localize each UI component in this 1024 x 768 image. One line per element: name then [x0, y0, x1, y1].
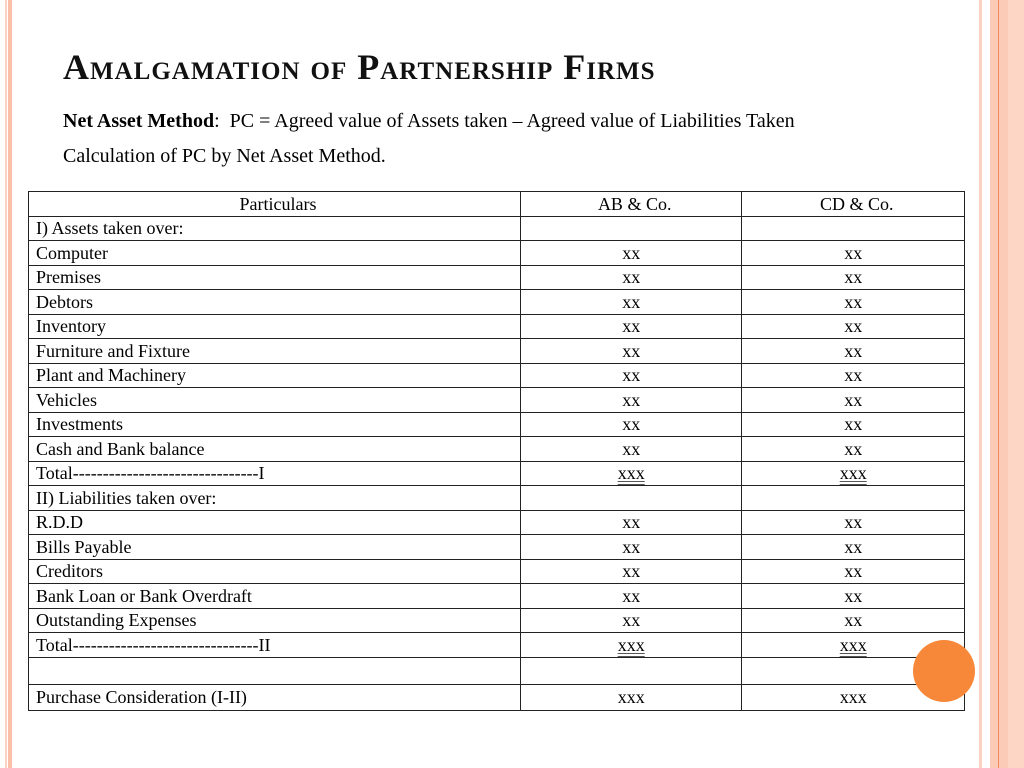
cell-ab-co — [520, 486, 742, 511]
cell-ab-co: xx — [520, 584, 742, 609]
definition-separator: : — [214, 110, 230, 132]
definition-line — [63, 110, 795, 133]
cell-particular: I) Assets taken over: — [29, 216, 521, 241]
cell-particular: Cash and Bank balance — [29, 437, 521, 462]
table-row — [29, 265, 965, 290]
right-stripe-line — [998, 0, 999, 768]
cell-cd-co: xx — [742, 535, 965, 560]
cell-particular: Purchase Consideration (I-II) — [29, 684, 521, 710]
cell-cd-co: xx — [742, 363, 965, 388]
table-caption: Calculation of PC by Net Asset Method. — [63, 145, 386, 167]
cell-ab-co: xx — [520, 339, 742, 364]
cell-cd-co: xx — [742, 412, 965, 437]
cell-ab-co: xx — [520, 510, 742, 535]
cell-particular: R.D.D — [29, 510, 521, 535]
table-row — [29, 241, 965, 266]
cell-ab-co: xx — [520, 363, 742, 388]
cell-cd-co: xx — [742, 437, 965, 462]
cell-particular: Vehicles — [29, 388, 521, 413]
left-stripe-outer — [5, 0, 7, 768]
cell-ab-co: xxx — [520, 684, 742, 710]
table-header-row — [29, 192, 965, 217]
definition-label: Net Asset Method — [63, 110, 215, 132]
cell-ab-co: xx — [520, 290, 742, 315]
cell-particular: Total-------------------------------II — [29, 633, 521, 658]
cell-ab-co — [520, 216, 742, 241]
cell-cd-co: xx — [742, 265, 965, 290]
cell-particular: Total-------------------------------I — [29, 461, 521, 486]
cell-particular: II) Liabilities taken over: — [29, 486, 521, 511]
table-row — [29, 216, 965, 241]
cell-particular: Premises — [29, 265, 521, 290]
cell-cd-co: xx — [742, 559, 965, 584]
table-row — [29, 608, 965, 633]
cell-particular: Inventory — [29, 314, 521, 339]
table-row — [29, 363, 965, 388]
table-row — [29, 657, 965, 684]
cell-cd-co — [742, 216, 965, 241]
table-row — [29, 559, 965, 584]
cell-cd-co: xx — [742, 314, 965, 339]
cell-particular: Plant and Machinery — [29, 363, 521, 388]
cell-ab-co: xx — [520, 412, 742, 437]
definition-formula: PC = Agreed value of Assets taken – Agreed value of Liabilities Taken — [229, 110, 795, 132]
cell-particular: Furniture and Fixture — [29, 339, 521, 364]
table-row — [29, 461, 965, 486]
table-row — [29, 633, 965, 658]
table-row — [29, 388, 965, 413]
header-ab-co: AB & Co. — [520, 192, 742, 217]
cell-ab-co: xx — [520, 265, 742, 290]
cell-ab-co — [520, 633, 742, 658]
header-cd-co: CD & Co. — [742, 192, 965, 217]
cell-cd-co: xx — [742, 290, 965, 315]
cell-particular: Investments — [29, 412, 521, 437]
cell-ab-co: xx — [520, 388, 742, 413]
table-row — [29, 684, 965, 710]
table-row — [29, 486, 965, 511]
cell-particular: Bank Loan or Bank Overdraft — [29, 584, 521, 609]
cell-particular: Creditors — [29, 559, 521, 584]
right-stripe-thin — [979, 0, 982, 768]
cell-cd-co: xx — [742, 388, 965, 413]
total-value: xxx — [617, 634, 645, 655]
cell-ab-co — [520, 657, 742, 684]
slide-title: Amalgamation of Partnership Firms — [63, 47, 656, 87]
cell-ab-co: xx — [520, 559, 742, 584]
table-row — [29, 339, 965, 364]
table-row — [29, 584, 965, 609]
cell-particular: Bills Payable — [29, 535, 521, 560]
cell-cd-co — [742, 461, 965, 486]
right-stripe-shade — [1008, 0, 1024, 768]
cell-ab-co: xx — [520, 241, 742, 266]
orange-circle-decoration — [913, 640, 975, 702]
cell-particular: Debtors — [29, 290, 521, 315]
left-stripe-inner — [8, 0, 12, 768]
cell-cd-co: xx — [742, 510, 965, 535]
cell-particular: Outstanding Expenses — [29, 608, 521, 633]
cell-cd-co: xx — [742, 584, 965, 609]
cell-ab-co: xx — [520, 608, 742, 633]
cell-cd-co: xx — [742, 608, 965, 633]
cell-ab-co: xx — [520, 314, 742, 339]
cell-cd-co: xx — [742, 241, 965, 266]
cell-cd-co: xx — [742, 339, 965, 364]
table-row — [29, 437, 965, 462]
cell-particular — [29, 657, 521, 684]
cell-particular: Computer — [29, 241, 521, 266]
total-value: xxx — [839, 463, 867, 484]
table-row — [29, 535, 965, 560]
cell-cd-co: xxx — [742, 684, 965, 710]
total-value: xxx — [617, 463, 645, 484]
cell-ab-co: xx — [520, 437, 742, 462]
total-value: xxx — [839, 634, 867, 655]
purchase-consideration-table — [28, 191, 965, 711]
header-particulars: Particulars — [29, 192, 521, 217]
table-row — [29, 510, 965, 535]
table-row — [29, 412, 965, 437]
table-row — [29, 290, 965, 315]
table-row — [29, 314, 965, 339]
cell-ab-co: xx — [520, 535, 742, 560]
cell-ab-co — [520, 461, 742, 486]
cell-cd-co — [742, 486, 965, 511]
